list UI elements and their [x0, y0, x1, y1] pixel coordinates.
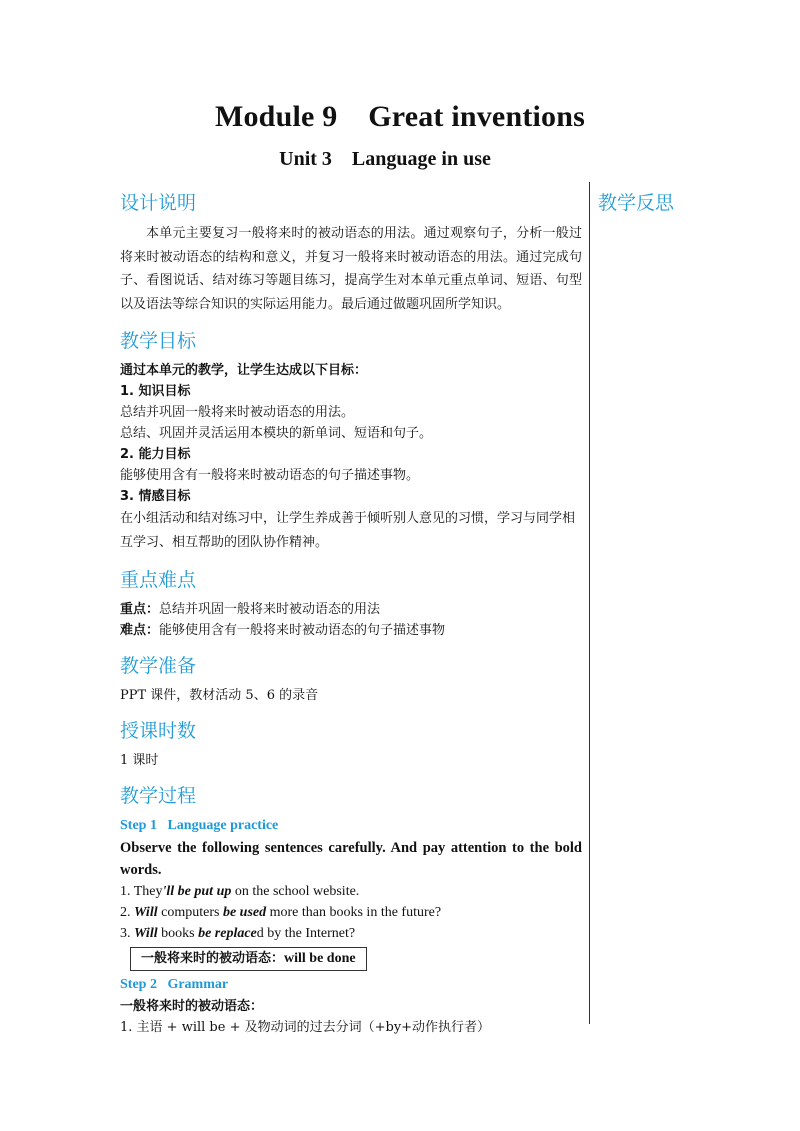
box-chinese-text: 一般将来时的被动语态：: [141, 951, 285, 966]
knowledge-goal-1: 总结并巩固一般将来时被动语态的用法。: [120, 405, 355, 420]
key-point-text: 总结并巩固一般将来时被动语态的用法: [159, 602, 381, 617]
prep-section: [120, 653, 582, 706]
difficult-point-text: 能够使用含有一般将来时被动语态的句子描述事物: [159, 623, 446, 638]
example-sentence-2: [120, 902, 582, 923]
page-title: Module 9 Great inventions: [214, 100, 586, 133]
focus-section: [120, 567, 582, 641]
emotion-goal-1: 在小组活动和结对练习中，让学生养成善于倾听别人意见的习惯，学习与同学相互学习、相互帮助的团队协作精神。: [120, 511, 576, 550]
sentence-2-bold-1: Will: [134, 905, 158, 920]
difficult-point-label: 难点：: [120, 623, 160, 638]
step-1-instruction: Observe the following sentences carefully. And pay attention to the bold words.: [120, 840, 582, 878]
prep-heading: 教学准备: [120, 655, 197, 677]
knowledge-goal-2: 总结、巩固并灵活运用本模块的新单词、短语和句子。: [120, 426, 433, 441]
sentence-2-start: 2.: [120, 905, 134, 920]
sentence-3-bold-1: Will: [134, 926, 158, 941]
sentence-1-bold: 'll be put up: [162, 884, 232, 899]
knowledge-goal-title: 1. 知识目标: [120, 384, 191, 399]
reflection-heading: 教学反思: [598, 192, 675, 214]
ability-goal-1: 能够使用含有一般将来时被动语态的句子描述事物。: [120, 468, 420, 483]
sentence-2-bold-2: be used: [222, 905, 267, 920]
goals-section: [120, 328, 582, 555]
design-section: [120, 190, 582, 316]
focus-heading: 重点难点: [120, 569, 197, 591]
difficult-point: [120, 620, 582, 641]
grammar-title: 一般将来时的被动语态：: [120, 999, 264, 1014]
time-heading: 授课时数: [120, 720, 197, 742]
sentence-2-end: more than books in the future?: [266, 905, 442, 920]
prep-text: PPT 课件，教材活动 5、6 的录音: [120, 688, 319, 703]
process-heading: 教学过程: [120, 785, 197, 807]
goals-intro: 通过本单元的教学，让学生达成以下目标：: [120, 363, 368, 378]
time-section: [120, 718, 582, 771]
sentence-1-start: 1. They: [120, 884, 163, 899]
example-sentence-3: [120, 923, 582, 944]
goals-heading: 教学目标: [120, 330, 197, 352]
step-2-title: Step 2 Grammar: [120, 977, 229, 992]
sentence-1-end: on the school website.: [231, 884, 360, 899]
reflection-column: [598, 190, 778, 222]
sentence-2-mid: computers: [157, 905, 223, 920]
main-column: [120, 190, 582, 1050]
grammar-rule-1: 1. 主语 + will be + 及物动词的过去分词（+by+动作执行者）: [120, 1020, 491, 1035]
sentence-3-mid: books: [157, 926, 199, 941]
page-subtitle: Unit 3 Language in use: [279, 148, 491, 170]
key-point: [120, 599, 582, 620]
grammar-summary-box: [130, 947, 367, 971]
key-point-label: 重点：: [120, 602, 160, 617]
box-english-text: will be done: [284, 951, 356, 966]
step-1-title: Step 1 Language practice: [120, 818, 279, 833]
time-text: 1 课时: [120, 753, 159, 768]
design-heading: 设计说明: [120, 192, 197, 214]
design-text: 本单元主要复习一般将来时的被动语态的用法。通过观察句子，分析一般过将来时被动语态的结构和意义，并复习一般将来时被动语态的用法。通过完成句子、看图说话、结对练习等题目练习，提高学生对本单元重点单词、短语、句型以及语法等综合知识的实际运用能力。最后通过做题巩固所学知识。: [120, 226, 582, 312]
ability-goal-title: 2. 能力目标: [120, 447, 191, 462]
example-sentence-1: [120, 881, 582, 902]
sentence-3-start: 3.: [120, 926, 134, 941]
column-divider: [589, 182, 590, 1024]
sentence-3-bold-2: be replace: [198, 926, 257, 941]
sentence-3-end: d by the Internet?: [256, 926, 356, 941]
process-section: [120, 783, 582, 1038]
emotion-goal-title: 3. 情感目标: [120, 489, 191, 504]
